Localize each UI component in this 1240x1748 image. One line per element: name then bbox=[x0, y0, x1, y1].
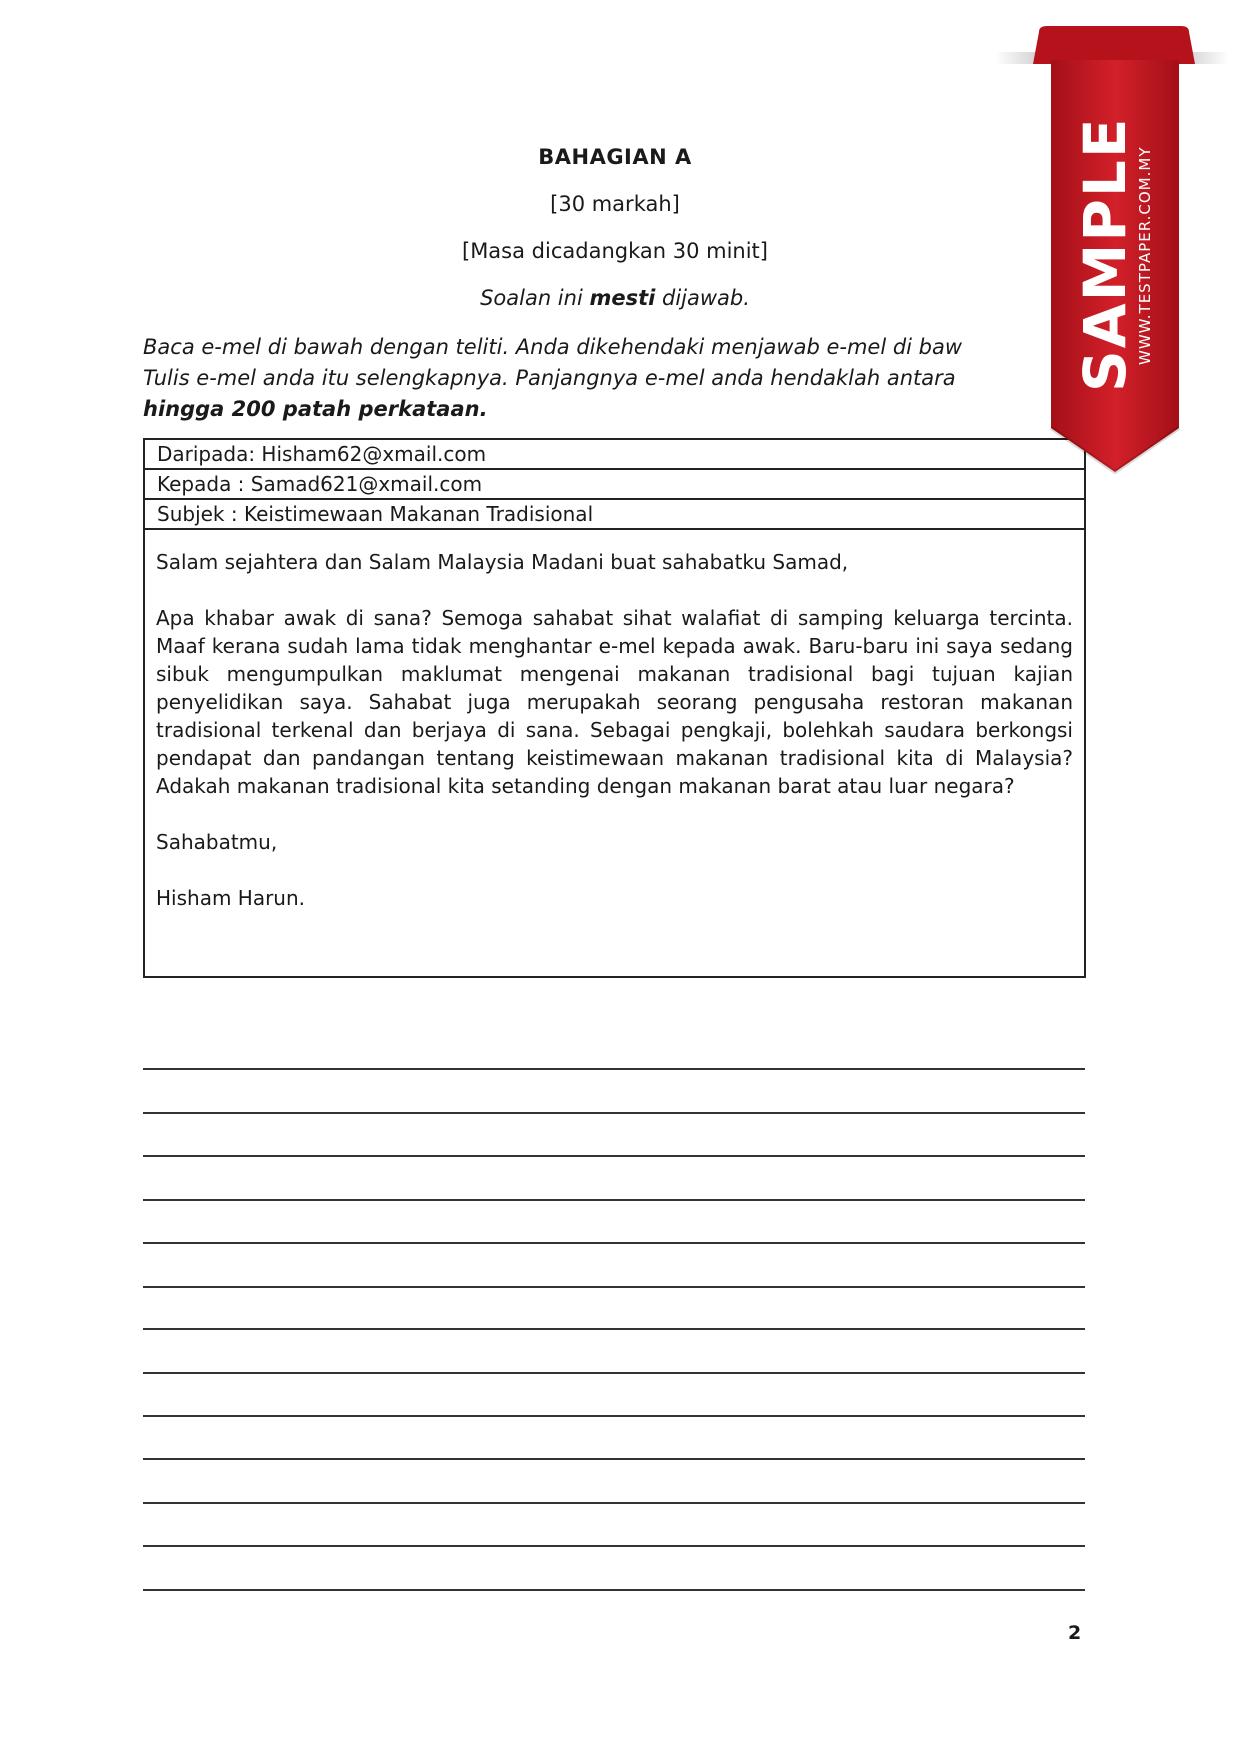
email-closing: Sahabatmu, bbox=[156, 830, 278, 854]
marks-label: [30 markah] bbox=[550, 192, 680, 216]
instruction-line: Baca e-mel di bawah dengan teliti. Anda dikehendaki menjawab e-mel di baw bbox=[143, 335, 963, 359]
answer-line[interactable] bbox=[143, 1372, 1085, 1374]
email-body bbox=[145, 530, 1084, 912]
sample-label: SAMPLE bbox=[1071, 116, 1139, 392]
email-to: Kepada : Samad621@xmail.com bbox=[145, 470, 1084, 500]
sample-ribbon-watermark bbox=[995, 24, 1235, 494]
email-paragraph: Apa khabar awak di sana? Semoga sahabat sihat walafiat di samping keluarga tercinta. Maaf kerana sudah lama tidak menghantar e-mel kepada awak. Baru-baru ini saya sedang sibuk mengumpulkan maklumat mengenai makanan tradisional bagi tujuan kajian penyelidikan saya. Sahabat juga merupakah seorang pengusaha restoran makanan tradisional terkenal dan berjaya di sana. Sebagai pengkaji, bolehkah saudara berkongsi pendapat dan pandangan tentang keistimewaan makanan tradisional kita di Malaysia? Adakah makanan tradisional kita setanding dengan makanan barat atau luar negara? bbox=[156, 606, 1073, 798]
email-box bbox=[143, 438, 1086, 978]
mandatory-pre: Soalan ini bbox=[480, 286, 590, 310]
answer-line[interactable] bbox=[143, 1458, 1085, 1460]
email-from: Daripada: Hisham62@xmail.com bbox=[145, 440, 1084, 470]
answer-line[interactable] bbox=[143, 1112, 1085, 1114]
answer-line[interactable] bbox=[143, 1068, 1085, 1070]
answer-line[interactable] bbox=[143, 1502, 1085, 1504]
email-signature: Hisham Harun. bbox=[156, 886, 306, 910]
page-number: 2 bbox=[1068, 1622, 1082, 1644]
instruction-line: Tulis e-mel anda itu selengkapnya. Panjangnya e-mel anda hendaklah antara bbox=[143, 366, 956, 390]
answer-line[interactable] bbox=[143, 1199, 1085, 1201]
answer-line[interactable] bbox=[143, 1286, 1085, 1288]
instructions bbox=[143, 332, 1083, 425]
answer-line[interactable] bbox=[143, 1545, 1085, 1547]
mandatory-bold: mesti bbox=[589, 286, 656, 310]
answer-line[interactable] bbox=[143, 1589, 1085, 1591]
answer-line[interactable] bbox=[143, 1155, 1085, 1157]
section-heading: BAHAGIAN A bbox=[538, 145, 692, 169]
suggested-time: [Masa dicadangkan 30 minit] bbox=[462, 239, 768, 263]
answer-line[interactable] bbox=[143, 1328, 1085, 1330]
mandatory-post: dijawab. bbox=[655, 286, 750, 310]
instruction-line-bold: hingga 200 patah perkataan. bbox=[143, 397, 488, 421]
answer-line[interactable] bbox=[143, 1242, 1085, 1244]
answer-line[interactable] bbox=[143, 1415, 1085, 1417]
email-greeting: Salam sejahtera dan Salam Malaysia Madani buat sahabatku Samad, bbox=[156, 550, 849, 574]
email-subject: Subjek : Keistimewaan Makanan Tradisional bbox=[145, 500, 1084, 530]
watermark-url: WWW.TESTPAPER.COM.MY bbox=[1136, 146, 1154, 365]
